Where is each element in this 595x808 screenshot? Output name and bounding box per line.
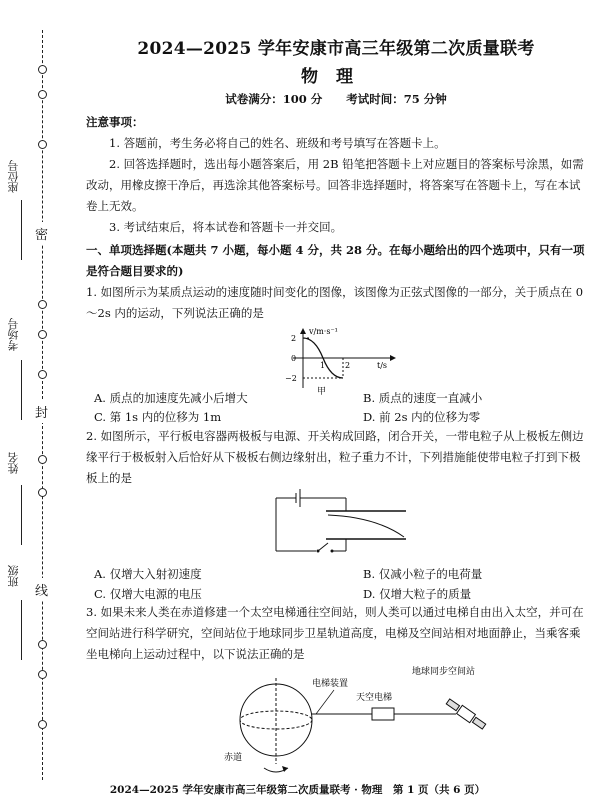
- note-item: 1. 答题前，考生务必将自己的姓名、班级和考号填写在答题卡上。: [109, 136, 446, 150]
- score-info: 试卷满分：100 分: [225, 92, 323, 106]
- field-name: 姓名: [7, 452, 20, 474]
- y-tick: 0: [291, 354, 297, 363]
- note-item: 2. 回答选择题时，选出每小题答案后，用 2B 铅笔把答题卡上对应题目的答案标号涂黑，如需改动，用橡皮擦干净后，再选涂其他答案标号。回答非选择题时，将答案写在答题卡上，写在本试卷上无效。: [86, 157, 584, 213]
- x-tick: 2: [345, 361, 351, 370]
- note-item: 3. 考试结束后，将本试卷和答题卡一并交回。: [109, 220, 343, 234]
- section-heading: 一、单项选择题(本题共 7 小题，每小题 4 分，共 28 分。在每小题给出的四个选项中，只有一项是符合题目要求的): [86, 243, 585, 278]
- margin-circle: [38, 640, 47, 649]
- switch-lever: [318, 543, 328, 551]
- margin-circle: [38, 65, 47, 74]
- margin-circle: [38, 300, 47, 309]
- label-geo-station: 地球同步空间站: [412, 667, 476, 677]
- margin-circle: [38, 455, 47, 464]
- binding-margin: [0, 0, 60, 808]
- graph-xlabel: t/s: [377, 361, 388, 370]
- field-line: [21, 600, 22, 660]
- y-tick: −2: [285, 374, 297, 383]
- seal-xian: 线: [35, 578, 48, 601]
- exam-title: 2024—2025 学年安康市高三年级第二次质量联考: [137, 39, 535, 59]
- y-tick: 2: [291, 334, 297, 343]
- option-b[interactable]: B. 质点的速度一直减小: [363, 391, 483, 405]
- option-d[interactable]: D. 前 2s 内的位移为零: [363, 410, 481, 424]
- margin-circle: [38, 488, 47, 497]
- option-a[interactable]: A. 质点的加速度先减小后增大: [94, 391, 248, 405]
- field-line: [21, 485, 22, 545]
- field-line: [21, 200, 22, 260]
- label-equator: 赤道: [224, 753, 243, 763]
- t-axis-arrow: [390, 355, 396, 361]
- x-tick: 1: [320, 361, 326, 370]
- elevator-car: [372, 708, 394, 720]
- option-b[interactable]: B. 仅减小粒子的电荷量: [363, 567, 483, 581]
- exam-subject: 物理: [301, 67, 371, 87]
- seal-feng: 封: [35, 400, 48, 423]
- margin-circle: [38, 330, 47, 339]
- exam-meta: [86, 91, 586, 107]
- option-a[interactable]: A. 仅增大入射初速度: [94, 567, 202, 581]
- v-axis-arrow: [300, 328, 306, 334]
- field-class: 班级: [7, 565, 20, 587]
- graph-caption: 甲: [317, 387, 327, 396]
- question-2-stem: 2. 如图所示，平行板电容器两极板与电源、开关构成回路，闭合开关，一带电粒子从上极板左侧边缘平行于极板射入后恰好从下极板右侧边缘射出，粒子重力不计，下列措施能使带电粒子打到下极板上的是: [86, 429, 584, 485]
- margin-circle: [38, 720, 47, 729]
- velocity-time-graph: [281, 326, 401, 396]
- question-3-stem: 3. 如果未来人类在赤道修建一个太空电梯通往空间站，则人类可以通过电梯自由出入太空，并可在空间站进行科学研究，空间站位于地球同步卫星轨道高度，电梯及空间站相对地面静止，当乘客乘坐电梯向上运动过程中，以下说法正确的是: [86, 605, 584, 661]
- capacitor-circuit: [266, 485, 416, 557]
- particle-path: [328, 515, 404, 537]
- margin-circle: [38, 90, 47, 99]
- margin-circle: [38, 140, 47, 149]
- option-c[interactable]: C. 仅增大电源的电压: [94, 587, 202, 601]
- label-pointer: [316, 690, 334, 714]
- field-seat-number: 座位号: [7, 160, 20, 193]
- time-info: 考试时间：75 分钟: [346, 92, 447, 106]
- question-1-stem: 1. 如图所示为某质点运动的速度随时间变化的图像，该图像为正弦式图像的一部分，关于质点在 0～2s 内的运动，下列说法正确的是: [86, 285, 584, 320]
- page-footer: 2024—2025 学年安康市高三年级第二次质量联考 · 物理 第 1 页（共 6 页）: [109, 784, 486, 796]
- field-room-number: 考场号: [7, 318, 20, 351]
- margin-circle: [38, 670, 47, 679]
- margin-circle: [38, 370, 47, 379]
- label-elevator-device: 电梯装置: [312, 679, 349, 689]
- space-elevator-diagram: [216, 664, 516, 780]
- graph-ylabel: v/m·s⁻¹: [309, 327, 338, 336]
- option-d[interactable]: D. 仅增大粒子的质量: [363, 587, 472, 601]
- seal-mi: 密: [35, 222, 48, 245]
- label-sky-elevator: 天空电梯: [356, 693, 393, 703]
- field-line: [21, 360, 22, 420]
- option-c[interactable]: C. 第 1s 内的位移为 1m: [94, 410, 222, 424]
- notes-heading: 注意事项：: [86, 115, 144, 129]
